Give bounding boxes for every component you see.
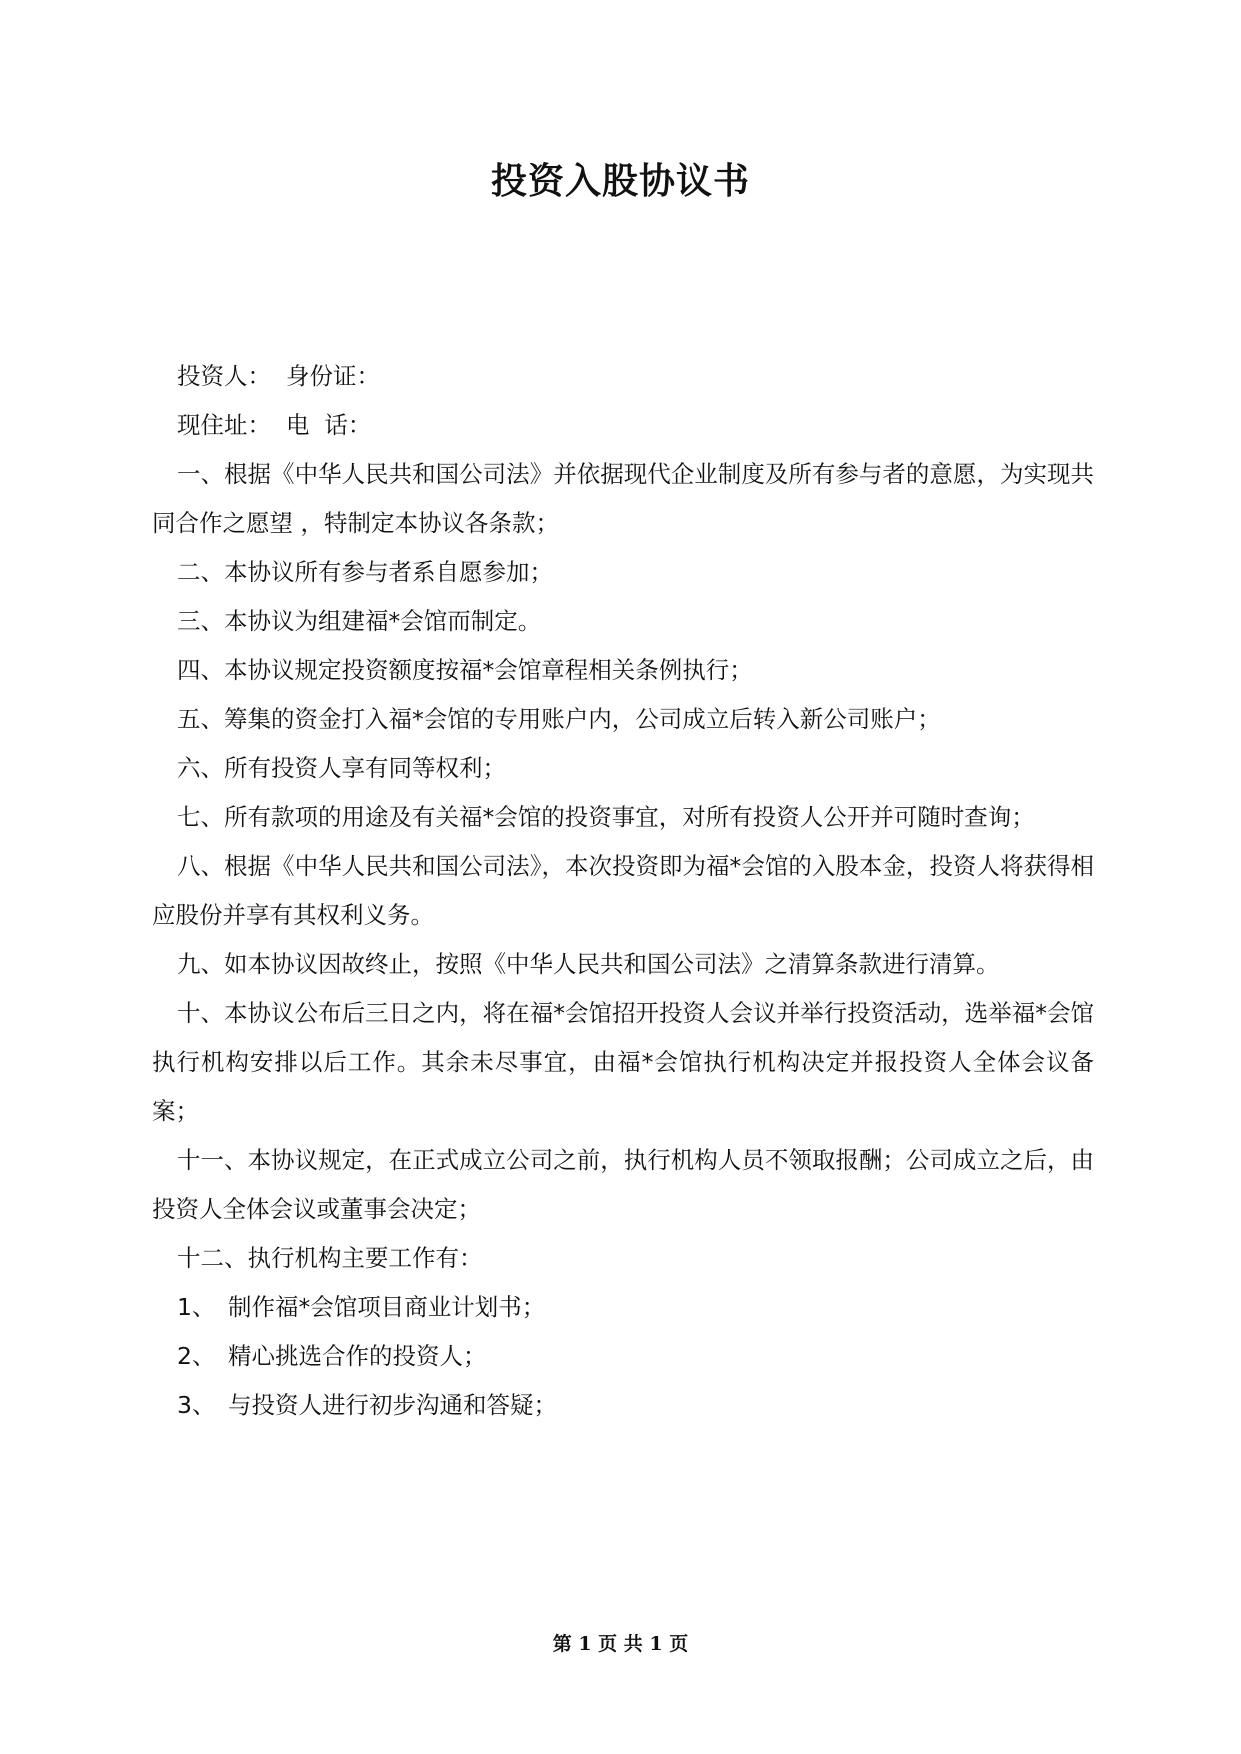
clause-3: 三、本协议为组建福*会馆而制定。 [177, 607, 542, 635]
clause-10: 十、本协议公布后三日之内，将在福*会馆招开投资人会议并举行投资活动，选举福*会馆执行机构安排以后工作。其余未尽事宜，由福*会馆执行机构决定并报投资人全体会议备案； [152, 999, 1094, 1125]
clause-2: 二、本协议所有参与者系自愿参加； [177, 558, 553, 586]
clause-9: 九、如本协议因故终止，按照《中华人民共和国公司法》之清算条款进行清算。 [177, 950, 1000, 978]
investor-id-line: 投资人： 身份证： [177, 362, 380, 390]
duty-item-1 [152, 1283, 1094, 1332]
clause-4: 四、本协议规定投资额度按福*会馆章程相关条例执行； [177, 656, 753, 684]
clause-1: 一、根据《中华人民共和国公司法》并依据现代企业制度及所有参与者的意愿，为实现共同合作之愿望 ，特制定本协议各条款； [152, 460, 1094, 537]
page-number-footer: 第 1 页 共 1 页 [552, 1633, 689, 1655]
clause-8: 八、根据《中华人民共和国公司法》，本次投资即为福*会馆的入股本金，投资人将获得相应股份并享有其权利义务。 [152, 852, 1094, 929]
clause-11: 十一、本协议规定，在正式成立公司之前，执行机构人员不领取报酬；公司成立之后，由投资人全体会议或董事会决定； [152, 1146, 1094, 1223]
duty-text: 制作福*会馆项目商业计划书； [228, 1293, 546, 1321]
clause-5: 五、筹集的资金打入福*会馆的专用账户内，公司成立后转入新公司账户； [177, 705, 941, 733]
duty-number: 2、 [177, 1342, 216, 1370]
duty-text: 精心挑选合作的投资人； [228, 1342, 487, 1370]
duty-text: 与投资人进行初步沟通和答疑； [228, 1391, 557, 1419]
duty-number: 3、 [177, 1391, 216, 1419]
clause-12: 十二、执行机构主要工作有： [177, 1244, 483, 1272]
address-phone-line: 现住址： 电 话： [177, 411, 372, 439]
clause-7: 七、所有款项的用途及有关福*会馆的投资事宜，对所有投资人公开并可随时查询； [177, 803, 1035, 831]
clause-6: 六、所有投资人享有同等权利； [177, 754, 506, 782]
duty-item-3 [152, 1381, 1094, 1430]
duty-number: 1、 [177, 1293, 216, 1321]
document-title: 投资入股协议书 [490, 161, 750, 202]
duty-item-2 [152, 1332, 1094, 1381]
agreement-body [152, 352, 1094, 1430]
